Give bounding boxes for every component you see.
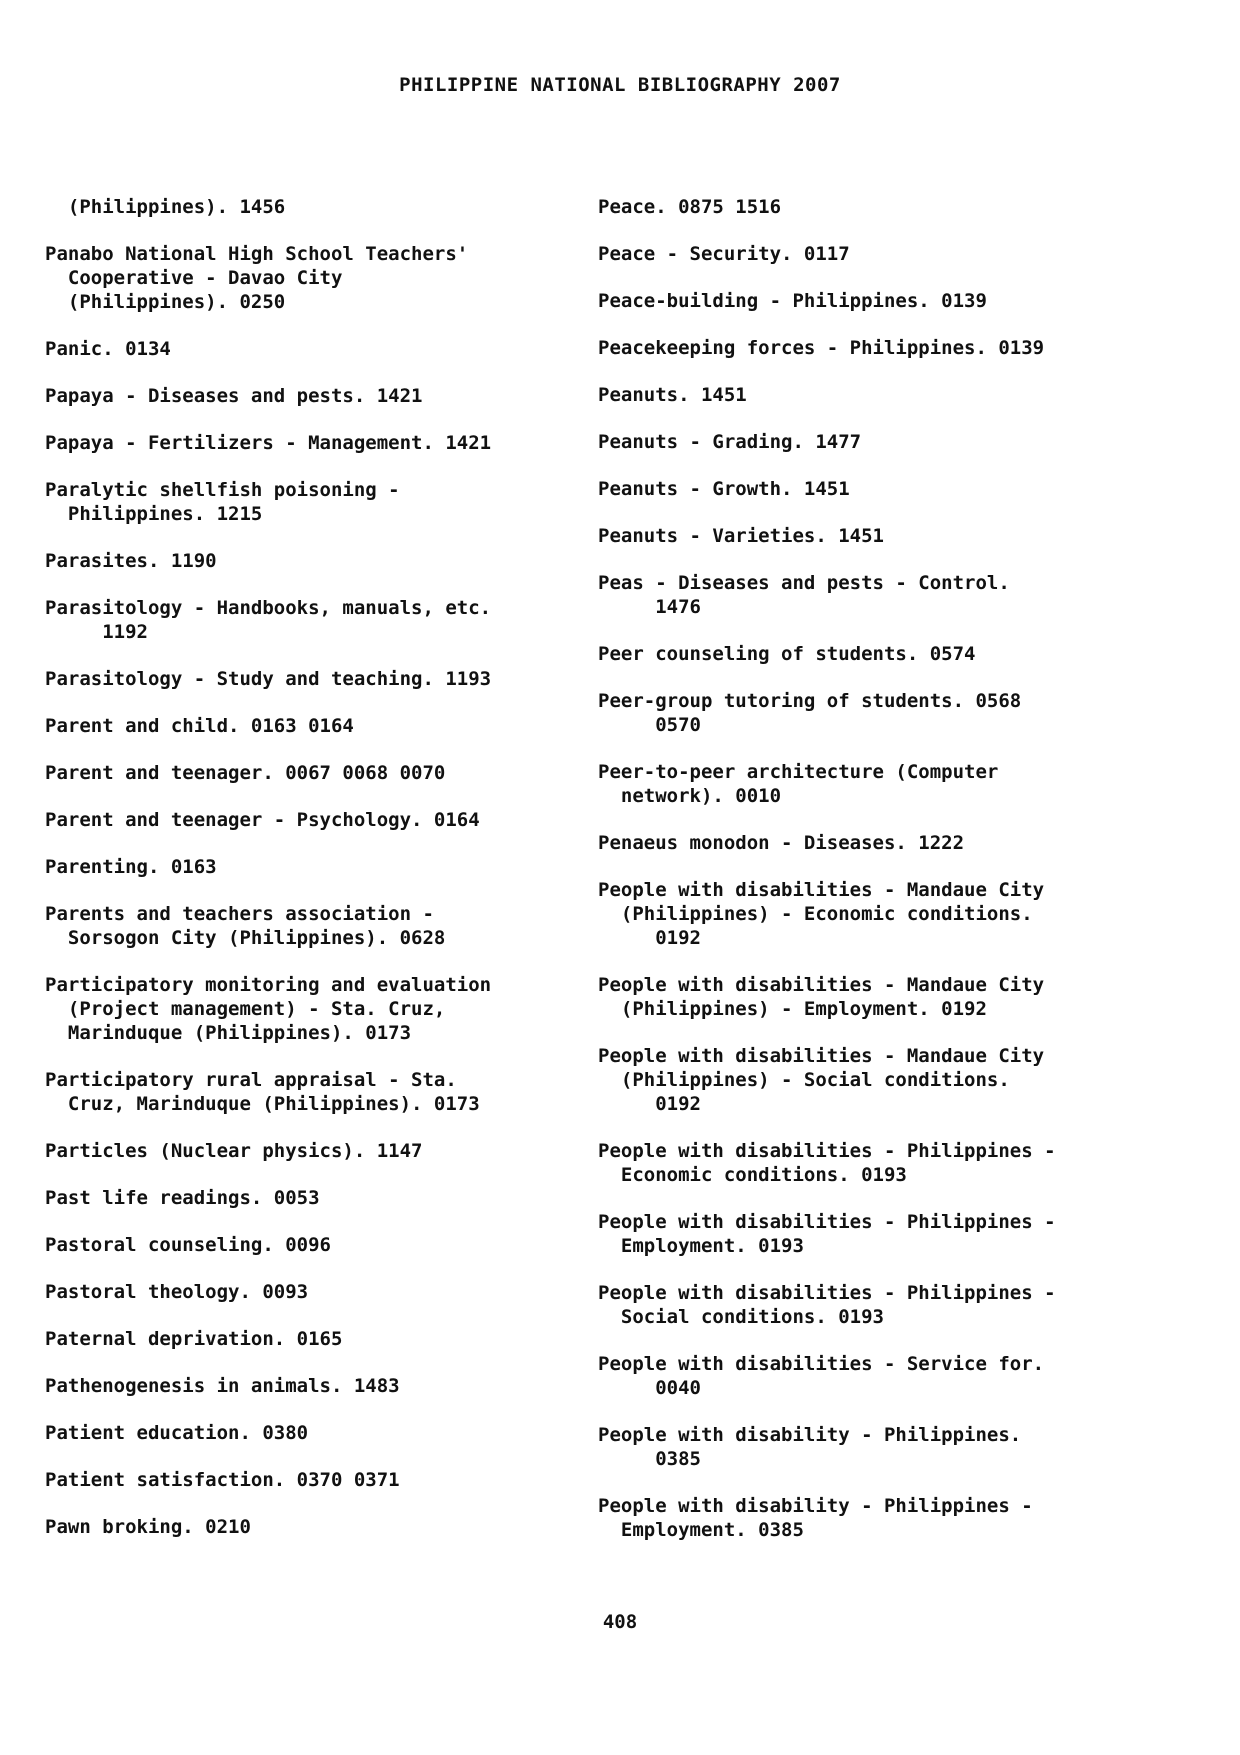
index-entry-line: People with disabilities - Mandaue City: [598, 879, 1045, 901]
index-entry-line: People with disability - Philippines.: [598, 1424, 1022, 1446]
index-entry-line: Employment. 0385: [598, 1519, 804, 1541]
index-entry-line: Parents and teachers association -: [45, 903, 434, 925]
index-entry-line: Particles (Nuclear physics). 1147: [45, 1140, 423, 1162]
index-entry: [45, 242, 575, 314]
index-entry-line: Economic conditions. 0193: [598, 1164, 907, 1186]
index-entry-line: Panic. 0134: [45, 338, 171, 360]
index-entry: [598, 195, 1158, 219]
index-entry: [45, 596, 575, 644]
index-entry: [45, 1468, 575, 1492]
index-entry-line: (Philippines) - Employment. 0192: [598, 998, 987, 1020]
page-header: PHILIPPINE NATIONAL BIBLIOGRAPHY 2007: [399, 74, 841, 96]
index-entry-line: Peer counseling of students. 0574: [598, 643, 976, 665]
index-entry-line: 0192: [598, 1093, 701, 1115]
index-entry: [598, 1210, 1158, 1258]
index-entry-line: Peace-building - Philippines. 0139: [598, 290, 987, 312]
index-entry-line: Past life readings. 0053: [45, 1187, 320, 1209]
index-entry: [45, 549, 575, 573]
index-entry-line: Peanuts - Growth. 1451: [598, 478, 850, 500]
index-entry: [598, 1494, 1158, 1542]
index-entry: [45, 808, 575, 832]
index-entry: [45, 761, 575, 785]
index-entry: [598, 642, 1158, 666]
index-entry: [45, 667, 575, 691]
index-entry-line: Parasitology - Handbooks, manuals, etc.: [45, 597, 492, 619]
index-entry-line: Papaya - Fertilizers - Management. 1421: [45, 432, 492, 454]
index-entry-line: Penaeus monodon - Diseases. 1222: [598, 832, 965, 854]
index-entry-line: 0570: [598, 714, 701, 736]
index-entry-line: Parasitology - Study and teaching. 1193: [45, 668, 492, 690]
index-entry: [598, 760, 1158, 808]
index-entry-line: Parasites. 1190: [45, 550, 217, 572]
index-entry-line: (Philippines). 1456: [45, 196, 286, 218]
index-entry: [45, 1515, 575, 1539]
index-entry-line: Marinduque (Philippines). 0173: [45, 1022, 412, 1044]
index-entry-line: People with disabilities - Mandaue City: [598, 974, 1045, 996]
index-entry-line: People with disabilities - Service for.: [598, 1353, 1045, 1375]
index-entry: [45, 478, 575, 526]
index-entry: [45, 384, 575, 408]
index-entry-line: Paralytic shellfish poisoning -: [45, 479, 400, 501]
index-entry-line: Peanuts - Grading. 1477: [598, 431, 862, 453]
index-entry-line: Panabo National High School Teachers': [45, 243, 469, 265]
index-entry: [598, 336, 1158, 360]
index-entry-line: Cooperative - Davao City: [45, 267, 343, 289]
index-entry-line: 1192: [45, 621, 148, 643]
index-entry: [45, 1421, 575, 1445]
index-entry-line: People with disabilities - Philippines -: [598, 1211, 1056, 1233]
index-entry-line: (Philippines) - Social conditions.: [598, 1069, 1010, 1091]
index-entry: [45, 1186, 575, 1210]
index-entry: [598, 878, 1158, 950]
index-entry: [45, 1374, 575, 1398]
index-entry: [45, 195, 575, 219]
index-entry: [45, 337, 575, 361]
index-entry: [598, 383, 1158, 407]
index-entry: [45, 1139, 575, 1163]
index-entry-line: Pastoral theology. 0093: [45, 1281, 309, 1303]
index-entry: [598, 1352, 1158, 1400]
index-entry: [598, 1139, 1158, 1187]
index-entry-line: People with disabilities - Philippines -: [598, 1140, 1056, 1162]
index-entry: [598, 242, 1158, 266]
index-entry: [45, 1233, 575, 1257]
index-entry-line: Peace - Security. 0117: [598, 243, 850, 265]
index-entry-line: Philippines. 1215: [45, 503, 263, 525]
index-entry-line: Peanuts. 1451: [598, 384, 747, 406]
index-column-left: [45, 195, 575, 1562]
index-entry-line: 0385: [598, 1448, 701, 1470]
index-entry-line: Social conditions. 0193: [598, 1306, 884, 1328]
index-entry: [45, 902, 575, 950]
index-entry: [598, 524, 1158, 548]
index-entry-line: Parent and teenager - Psychology. 0164: [45, 809, 480, 831]
index-entry: [598, 1423, 1158, 1471]
index-entry: [598, 571, 1158, 619]
index-entry-line: Pathenogenesis in animals. 1483: [45, 1375, 400, 1397]
index-entry: [45, 431, 575, 455]
index-entry: [598, 477, 1158, 501]
index-entry-line: (Project management) - Sta. Cruz,: [45, 998, 446, 1020]
index-entry-line: Peer-group tutoring of students. 0568: [598, 690, 1022, 712]
index-entry-line: 0192: [598, 927, 701, 949]
index-entry: [45, 714, 575, 738]
index-entry-line: Cruz, Marinduque (Philippines). 0173: [45, 1093, 480, 1115]
index-entry-line: People with disabilities - Philippines -: [598, 1282, 1056, 1304]
index-entry-line: Participatory rural appraisal - Sta.: [45, 1069, 457, 1091]
index-entry-line: Participatory monitoring and evaluation: [45, 974, 492, 996]
page-number: 408: [602, 1611, 638, 1633]
index-entry-line: Patient education. 0380: [45, 1422, 309, 1444]
index-entry: [598, 289, 1158, 313]
index-entry-line: Peanuts - Varieties. 1451: [598, 525, 884, 547]
index-entry: [598, 689, 1158, 737]
index-entry-line: network). 0010: [598, 785, 782, 807]
index-entry-line: Employment. 0193: [598, 1235, 804, 1257]
index-entry-line: Peacekeeping forces - Philippines. 0139: [598, 337, 1045, 359]
index-entry-line: Pastoral counseling. 0096: [45, 1234, 331, 1256]
index-entry-line: Peer-to-peer architecture (Computer: [598, 761, 999, 783]
index-entry: [598, 1281, 1158, 1329]
index-entry-line: Parent and teenager. 0067 0068 0070: [45, 762, 446, 784]
index-entry-line: Paternal deprivation. 0165: [45, 1328, 343, 1350]
index-entry: [598, 973, 1158, 1021]
index-entry-line: Parent and child. 0163 0164: [45, 715, 354, 737]
index-entry-line: People with disability - Philippines -: [598, 1495, 1033, 1517]
index-entry: [45, 855, 575, 879]
index-entry-line: (Philippines) - Economic conditions.: [598, 903, 1033, 925]
index-entry: [45, 973, 575, 1045]
index-entry-line: Parenting. 0163: [45, 856, 217, 878]
index-entry-line: Sorsogon City (Philippines). 0628: [45, 927, 446, 949]
index-entry-line: Peace. 0875 1516: [598, 196, 782, 218]
index-column-right: [598, 195, 1158, 1565]
index-entry-line: Papaya - Diseases and pests. 1421: [45, 385, 423, 407]
index-entry: [45, 1280, 575, 1304]
index-entry-line: Pawn broking. 0210: [45, 1516, 251, 1538]
index-entry-line: Patient satisfaction. 0370 0371: [45, 1469, 400, 1491]
index-entry-line: Peas - Diseases and pests - Control.: [598, 572, 1010, 594]
index-entry: [45, 1068, 575, 1116]
index-entry: [598, 430, 1158, 454]
index-entry-line: People with disabilities - Mandaue City: [598, 1045, 1045, 1067]
index-entry: [598, 831, 1158, 855]
index-entry-line: 1476: [598, 596, 701, 618]
index-entry-line: (Philippines). 0250: [45, 291, 286, 313]
index-entry: [45, 1327, 575, 1351]
index-entry-line: 0040: [598, 1377, 701, 1399]
index-entry: [598, 1044, 1158, 1116]
